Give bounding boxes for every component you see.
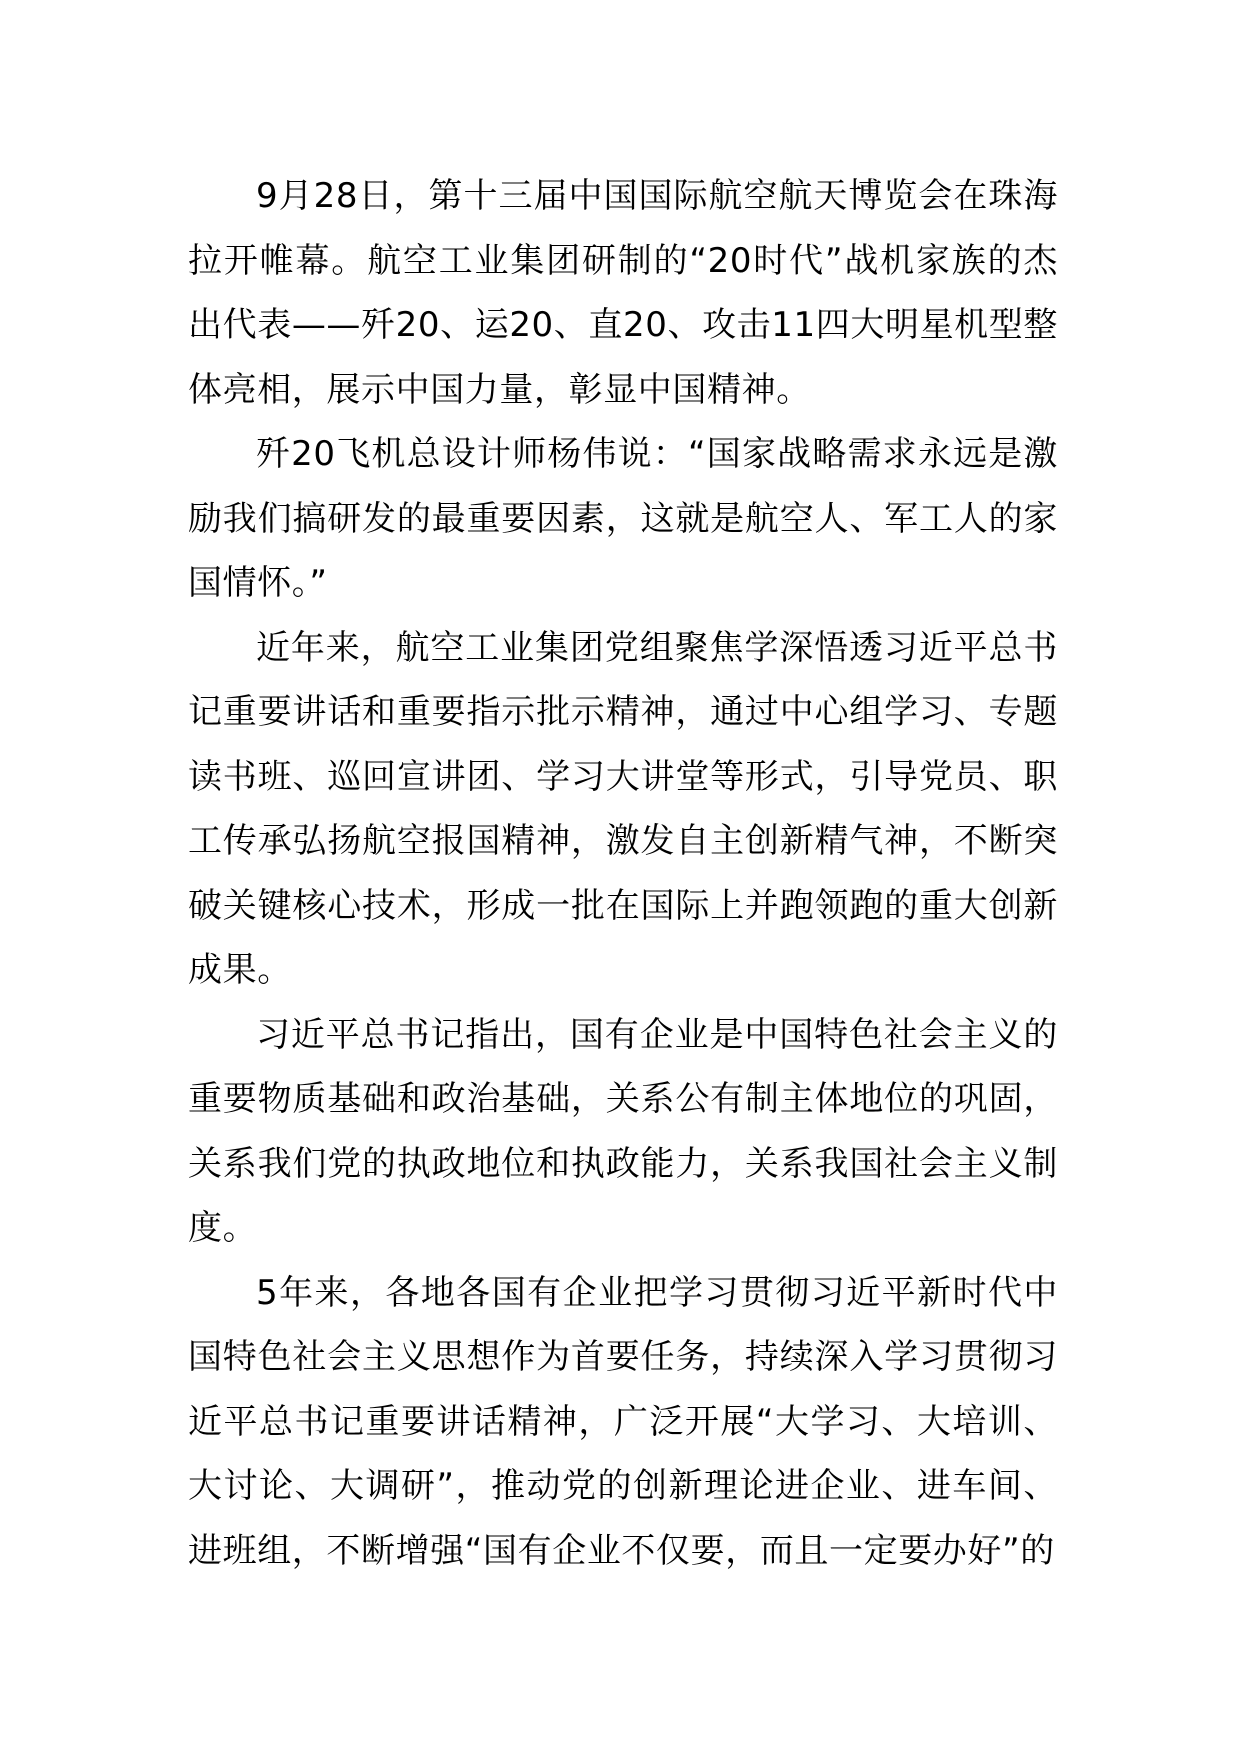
document-body [188, 164, 1058, 1583]
paragraph-aviation-group: 近年来，航空工业集团党组聚焦学深悟透习近平总书记重要讲话和重要指示批示精神，通过中心组学习、专题读书班、巡回宣讲团、学习大讲堂等形式，引导党员、职工传承弘扬航空报国精神，激发自主创新精气神，不断突破关键核心技术，形成一批在国际上并跑领跑的重大创新成果。 [188, 627, 1058, 990]
paragraph-airshow: 9月28日，第十三届中国国际航空航天博览会在珠海拉开帷幕。航空工业集团研制的“20时代”战机家族的杰出代表——歼20、运20、直20、攻击11四大明星机型整体亮相，展示中国力量，彰显中国精神。 [188, 176, 1058, 410]
paragraph-five-years: 5年来，各地各国有企业把学习贯彻习近平新时代中国特色社会主义思想作为首要任务，持续深入学习贯彻习近平总书记重要讲话精神，广泛开展“大学习、大培训、大讨论、大调研”，推动党的创新理论进企业、进车间、进班组，不断增强“国有企业不仅要，而且一定要办好”的 [188, 1272, 1058, 1571]
paragraph-soe-importance: 习近平总书记指出，国有企业是中国特色社会主义的重要物质基础和政治基础，关系公有制主体地位的巩固，关系我们党的执政地位和执政能力，关系我国社会主义制度。 [188, 1014, 1058, 1248]
paragraph-quote-yang-wei: 歼20飞机总设计师杨伟说：“国家战略需求永远是激励我们搞研发的最重要因素，这就是航空人、军工人的家国情怀。” [188, 434, 1058, 603]
